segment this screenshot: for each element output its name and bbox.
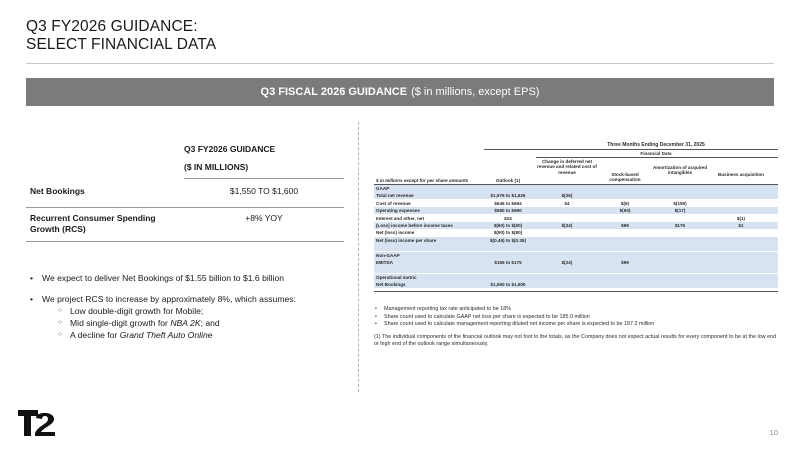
guidance-bullets — [28, 272, 358, 341]
banner-title: Q3 FISCAL 2026 GUIDANCE — [260, 86, 408, 98]
guidance-banner — [26, 78, 774, 106]
row-value: $1,550 to $1,600 — [490, 282, 526, 288]
banner-subtitle: ($ in millions, except EPS) — [411, 86, 540, 98]
row-label: Net (loss) income — [376, 230, 415, 236]
row-label: Net Bookings — [376, 282, 406, 288]
row-value: $980 to $990 — [494, 208, 522, 214]
row-value: $4 — [564, 200, 570, 206]
row-label: EBITDA — [376, 260, 394, 265]
sub-bullet-item — [28, 329, 358, 341]
page-title-line1: Q3 FY2026 GUIDANCE: — [26, 18, 198, 35]
row-value: $(1) — [736, 215, 746, 221]
guidance-notes — [374, 306, 778, 349]
row-shading — [374, 274, 778, 281]
row-label: Operating expenses — [376, 208, 420, 214]
row-label: (Loss) income before income taxes — [376, 223, 453, 228]
section-label: Operational metric — [376, 274, 417, 280]
row-value: $99 — [621, 260, 629, 265]
sub-bullet-text: Mid single-digit growth for — [70, 318, 171, 328]
row-shading — [374, 244, 778, 251]
row-shading — [374, 185, 778, 192]
row-value: $(24) — [561, 223, 573, 228]
guidance-row-value: $1,550 TO $1,600 — [229, 186, 299, 196]
guidance-header-line2: ($ IN MILLIONS) — [184, 162, 249, 172]
guidance-row-value: +8% YOY — [245, 213, 283, 223]
col-header: $ in millions except for per share amounts — [376, 178, 469, 183]
page-number: 10 — [769, 428, 778, 437]
guidance-table-header — [184, 140, 275, 176]
row-value: $(60) to $(50) — [493, 223, 523, 228]
row-label: Cost of revenue — [376, 200, 411, 206]
col-header: Stock-based compensation — [609, 172, 641, 183]
note-item: • Share count used to calculate management reporting diluted net income per share is expected to be 187.2 million — [374, 321, 778, 329]
vertical-divider — [358, 122, 359, 392]
guidance-table-rule — [26, 241, 344, 242]
footnote: (1) The individual components of the financial outlook may not foot to the totals, as the Company does not expect actual results for every component to be at the low end or high end of the outlook range simultaneously. — [374, 333, 777, 348]
sub-bullet-item: ○ Low double-digit growth for Mobile; — [28, 305, 358, 317]
row-value: $176 — [674, 223, 686, 228]
row-value: $(6) — [620, 200, 630, 206]
row-value: $(93) — [619, 208, 631, 214]
row-value: $99 — [621, 223, 629, 228]
row-value: $1 — [738, 223, 744, 228]
guidance-header-line1: Q3 FY2026 GUIDANCE — [184, 144, 276, 154]
col-header: Outlook (1) — [495, 178, 521, 183]
sub-bullet-emphasis: NBA 2K — [170, 318, 201, 328]
row-shading — [374, 266, 778, 273]
title-divider — [26, 63, 774, 64]
section-label: GAAP — [376, 186, 390, 191]
row-value: $(159) — [673, 200, 687, 206]
row-label: Net (loss) income per share — [376, 237, 437, 243]
note-item: • Management reporting tax rate anticipated to be 18% — [374, 306, 778, 314]
row-value: $(90) to $(80) — [493, 230, 523, 236]
bullet-item: • We project RCS to increase by approximately 8%, which assumes: — [28, 293, 358, 305]
guidance-table-rule — [26, 207, 344, 208]
row-shading — [374, 281, 778, 288]
row-value: $(24) — [561, 260, 573, 265]
guidance-table-rule — [184, 178, 344, 179]
note-item: • Share count used to calculate GAAP net loss per share is expected to be 185.0 million — [374, 314, 778, 322]
t2-logo — [18, 408, 58, 438]
row-value: $24 — [504, 215, 512, 221]
table-sub-header: Financial Data — [640, 151, 672, 156]
page-title-line2: SELECT FINANCIAL DATA — [26, 36, 217, 53]
row-value: $1,576 to $1,626 — [490, 193, 526, 199]
row-value: $155 to $175 — [494, 260, 522, 265]
row-label: Interest and other, net — [376, 215, 424, 221]
row-shading — [374, 252, 778, 259]
sub-bullet-item — [28, 317, 358, 329]
col-header: Amortization of acquired intangibles — [652, 165, 708, 176]
bullet-item: • We expect to deliver Net Bookings of $1.55 billion to $1.6 billion — [28, 272, 358, 284]
sub-bullet-emphasis: Grand Theft Auto Online — [119, 330, 213, 340]
col-header: Business acquisition — [718, 172, 764, 177]
guidance-row-label: Net Bookings — [30, 186, 85, 196]
table-top-header: Three Months Ending December 31, 2025 — [607, 142, 705, 148]
guidance-row-label: Recurrent Consumer Spending Growth (RCS) — [30, 213, 156, 234]
section-label: Non-GAAP — [376, 252, 400, 258]
col-header: Change in deferred net revenue and related cost of revenue — [537, 159, 597, 175]
row-value: $(26) — [561, 193, 573, 199]
sub-bullet-text: ; and — [200, 318, 220, 328]
row-value: $(17) — [674, 208, 686, 214]
row-shading — [374, 207, 778, 214]
page-title — [26, 18, 216, 54]
row-value: $(0.49) to $(0.35) — [490, 237, 526, 243]
sub-bullet-text: A decline for — [70, 330, 120, 340]
row-label: Total net revenue — [376, 193, 414, 199]
row-value: $646 to $684 — [494, 200, 522, 206]
